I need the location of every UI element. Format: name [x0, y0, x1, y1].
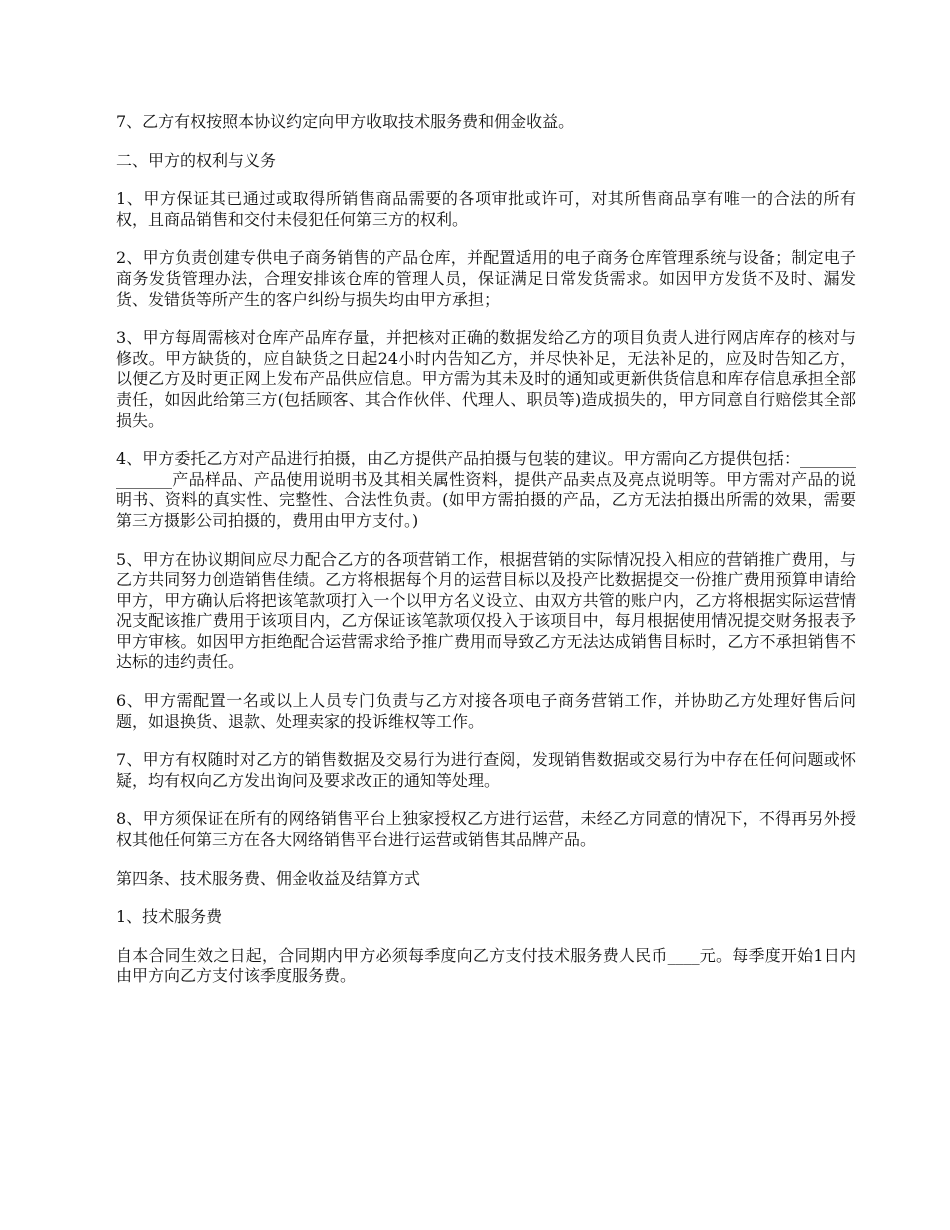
- section-heading-party-a-rights: 二、甲方的权利与义务: [116, 150, 277, 170]
- document-page: [116, 112, 856, 1005]
- paragraph-jia-3: 3、甲方每周需核对仓库产品库存量，并把核对正确的数据发给乙方的项目负责人进行网店库存的核对与修改。甲方缺货的，应自缺货之日起24小时内告知乙方，并尽快补足，无法补足的，应及时告知乙方，以便乙方及时更正网上发布产品供应信息。甲方需为其未及时的通知或更新供货信息和库存信息承担全部责任，如因此给第三方(包括顾客、其合作伙伴、代理人、职员等)造成损失的，甲方同意自行赔偿其全部损失。: [116, 328, 856, 430]
- paragraph-jia-4: 4、甲方委托乙方对产品进行拍摄，由乙方提供产品拍摄与包装的建议。甲方需向乙方提供包括：______________产品样品、产品使用说明书及其相关属性资料，提供产品卖点及亮点说明等。甲方需对产品的说明书、资料的真实性、完整性、合法性负责。(如甲方需拍摄的产品，乙方无法拍摄出所需的效果，需要第三方摄影公司拍摄的，费用由甲方支付。): [116, 449, 856, 530]
- paragraph-jia-6: 6、甲方需配置一名或以上人员专门负责与乙方对接各项电子商务营销工作，并协助乙方处理好售后问题，如退换货、退款、处理卖家的投诉维权等工作。: [116, 691, 856, 731]
- paragraph-jia-2: 2、甲方负责创建专供电子商务销售的产品仓库，并配置适用的电子商务仓库管理系统与设备；制定电子商务发货管理办法，合理安排该仓库的管理人员，保证满足日常发货需求。如因甲方发货不及时、漏发货、发错货等所产生的客户纠纷与损失均由甲方承担；: [116, 248, 856, 309]
- paragraph-jia-7: 7、甲方有权随时对乙方的销售数据及交易行为进行查阅，发现销售数据或交易行为中存在任何问题或怀疑，均有权向乙方发出询问及要求改正的通知等处理。: [116, 750, 856, 790]
- paragraph-jia-5: 5、甲方在协议期间应尽力配合乙方的各项营销工作，根据营销的实际情况投入相应的营销推广费用，与乙方共同努力创造销售佳绩。乙方将根据每个月的运营目标以及投产比数据提交一份推广费用预算申请给甲方，甲方确认后将把该笔款项打入一个以甲方名义设立、由双方共管的账户内，乙方将根据实际运营情况支配该推广费用于该项目内，乙方保证该笔款项仅投入于该项目中，每月根据使用情况提交财务报表予甲方审核。如因甲方拒绝配合运营需求给予推广费用而导致乙方无法达成销售目标时，乙方不承担销售不达标的违约责任。: [116, 549, 856, 672]
- paragraph-yi-7: 7、乙方有权按照本协议约定向甲方收取技术服务费和佣金收益。: [116, 112, 575, 131]
- paragraph-jia-8: 8、甲方须保证在所有的网络销售平台上独家授权乙方进行运营，未经乙方同意的情况下，不得再另外授权其他任何第三方在各大网络销售平台进行运营或销售其品牌产品。: [116, 809, 856, 850]
- paragraph-jia-1: 1、甲方保证其已通过或取得所销售商品需要的各项审批或许可，对其所售商品享有唯一的合法的所有权，且商品销售和交付未侵犯任何第三方的权利。: [116, 189, 856, 229]
- paragraph-service-fee-terms: 自本合同生效之日起，合同期内甲方必须每季度向乙方支付技术服务费人民币____元。每季度开始1日内由甲方向乙方支付该季度服务费。: [116, 945, 856, 986]
- subheading-technical-service-fee: 1、技术服务费: [116, 907, 223, 927]
- article-4-heading: 第四条、技术服务费、佣金收益及结算方式: [116, 868, 421, 888]
